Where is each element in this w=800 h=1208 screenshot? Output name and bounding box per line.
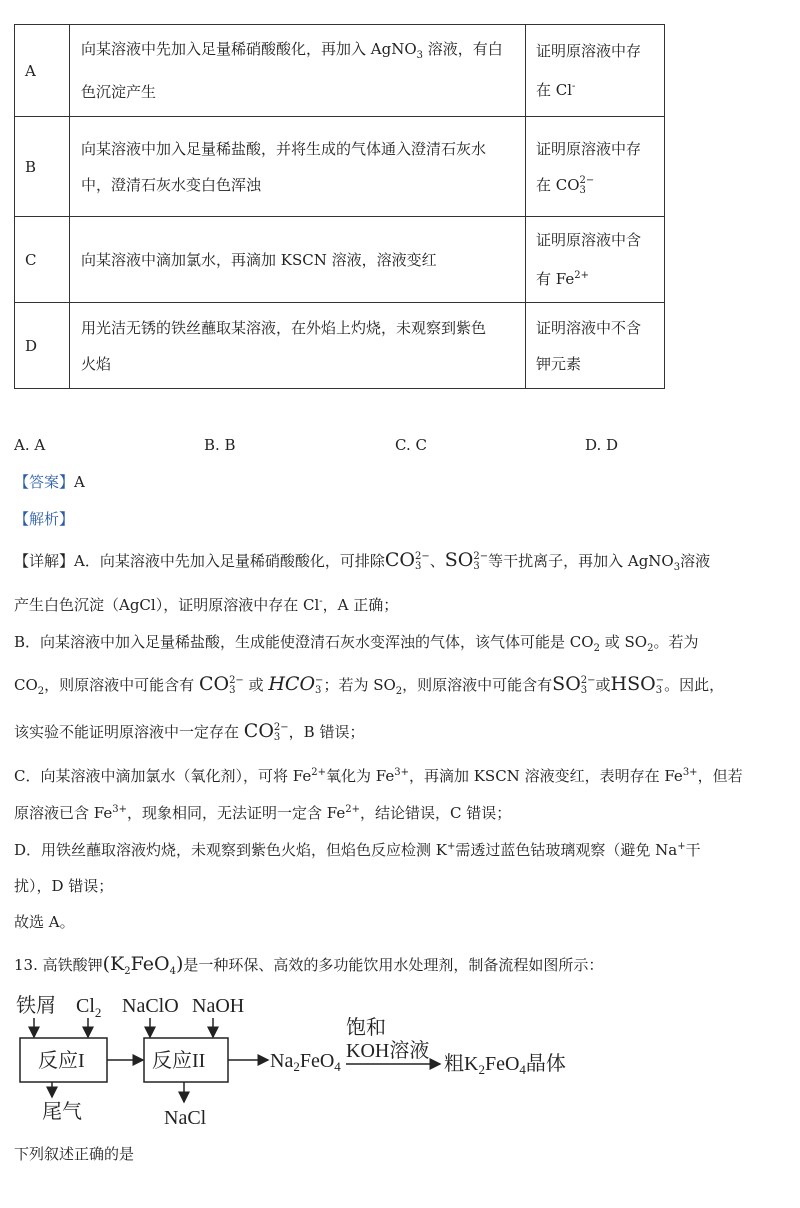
- row-key: D: [15, 303, 70, 389]
- detail-b-line2: $CO_2$，则原溶液中可能含有 CO2− 3 或 HCO− 3 ；若为 $SO_2$，则原溶液中可能含有SO2− 3 或HSO− 3 。因此，: [14, 673, 725, 697]
- table-row: [15, 303, 665, 389]
- detail-a-line1: 【详解】A．向某溶液中先加入足量稀硝酸酸化，可排除CO2− 3 、SO2− 3 等干扰离子，再加入 AgNO$_3$溶液: [14, 549, 711, 573]
- detail-c-line2: 原溶液已含 $Fe^{3+}$，现象相同，无法证明一定含 $Fe^{2+}$，结论错误，C 错误；: [14, 804, 512, 822]
- row-key: C: [15, 217, 70, 303]
- row-conclusion: 证明溶液中不含 钾元素: [526, 303, 665, 389]
- row-desc: 向某溶液中加入足量稀盐酸，并将生成的气体通入澄清石灰水 中，澄清石灰水变白色浑浊: [70, 117, 526, 217]
- option-a: A. A: [14, 436, 46, 454]
- option-d: D. D: [585, 436, 619, 454]
- row-conclusion: 证明原溶液中含 有 $Fe^{2+}$: [526, 217, 665, 303]
- option-c: C. C: [395, 436, 427, 454]
- product-na2feo4: $Na_2FeO_4$: [270, 1050, 341, 1074]
- answer-line: [14, 471, 85, 492]
- input-naoh: NaOH: [192, 995, 245, 1017]
- row-conclusion: 证明原溶液中存 在 Cl-: [526, 25, 665, 117]
- analysis-tag: 【解析】: [14, 510, 75, 528]
- answer-tag: 【答案】: [14, 473, 75, 491]
- detail-d-line2: 扰），D 错误；: [14, 877, 114, 895]
- options-table: [14, 24, 665, 389]
- row-key: A: [15, 25, 70, 117]
- row-key: B: [15, 117, 70, 217]
- reaction-1-label: 反应I: [38, 1050, 85, 1072]
- row-desc: 向某溶液中滴加氯水，再滴加 KSCN 溶液，溶液变红: [70, 217, 526, 303]
- waste-tail-gas: 尾气: [42, 1101, 82, 1123]
- table-row: [15, 117, 665, 217]
- row-desc: 用光洁无锈的铁丝蘸取某溶液，在外焰上灼烧，未观察到紫色 火焰: [70, 303, 526, 389]
- row-desc: 向某溶液中先加入足量稀硝酸酸化，再加入 AgNO$_3$ 溶液，有白 色沉淀产生: [70, 25, 526, 117]
- detail-b-line3: 该实验不能证明原溶液中一定存在 CO2− 3 ，B 错误；: [14, 720, 365, 743]
- input-naclo: NaClO: [122, 995, 179, 1017]
- input-iron-scrap: 铁屑: [16, 995, 56, 1017]
- detail-final: 故选 A。: [14, 913, 75, 931]
- input-chlorine: $Cl_2$: [76, 995, 102, 1020]
- condition-saturated: 饱和: [346, 1017, 386, 1039]
- detail-a-line2: 产生白色沉淀（AgCl），证明原溶液中存在 Cl-，A 正确；: [14, 596, 399, 614]
- detail-c-line1: C．向某溶液中滴加氯水（氧化剂），可将 $Fe^{2+}$氧化为 $Fe^{3+}$，再滴加 KSCN 溶液变红，表明存在 $Fe^{3+}$，但若: [14, 767, 743, 785]
- detail-d-line1: D．用铁丝蘸取溶液灼烧，未观察到紫色火焰，但焰色反应检测 K+需透过蓝色钴玻璃观察（避免 Na+干: [14, 841, 701, 859]
- option-b: B. B: [204, 436, 236, 454]
- waste-nacl: NaCl: [164, 1107, 207, 1129]
- reaction-2-label: 反应II: [152, 1050, 206, 1072]
- table-row: [15, 217, 665, 303]
- question-13: 13. 高铁酸钾$(K_2FeO_4)$是一种环保、高效的多功能饮用水处理剂，制备流程如图所示：: [14, 953, 604, 977]
- answer-value: A: [74, 473, 85, 491]
- table-row: [15, 25, 665, 117]
- detail-b-line1: B．向某溶液中加入足量稀盐酸，生成能使澄清石灰水变浑浊的气体，该气体可能是 $CO_2$ 或 $SO_2$。若为: [14, 633, 699, 654]
- question-13-prompt: 下列叙述正确的是: [14, 1145, 135, 1163]
- final-product: 粗$K_2FeO_4$晶体: [444, 1053, 566, 1077]
- row-conclusion: 证明原溶液中存 在 CO2− 3: [526, 117, 665, 217]
- process-flow-diagram: [0, 990, 620, 1135]
- condition-koh: KOH溶液: [346, 1040, 430, 1062]
